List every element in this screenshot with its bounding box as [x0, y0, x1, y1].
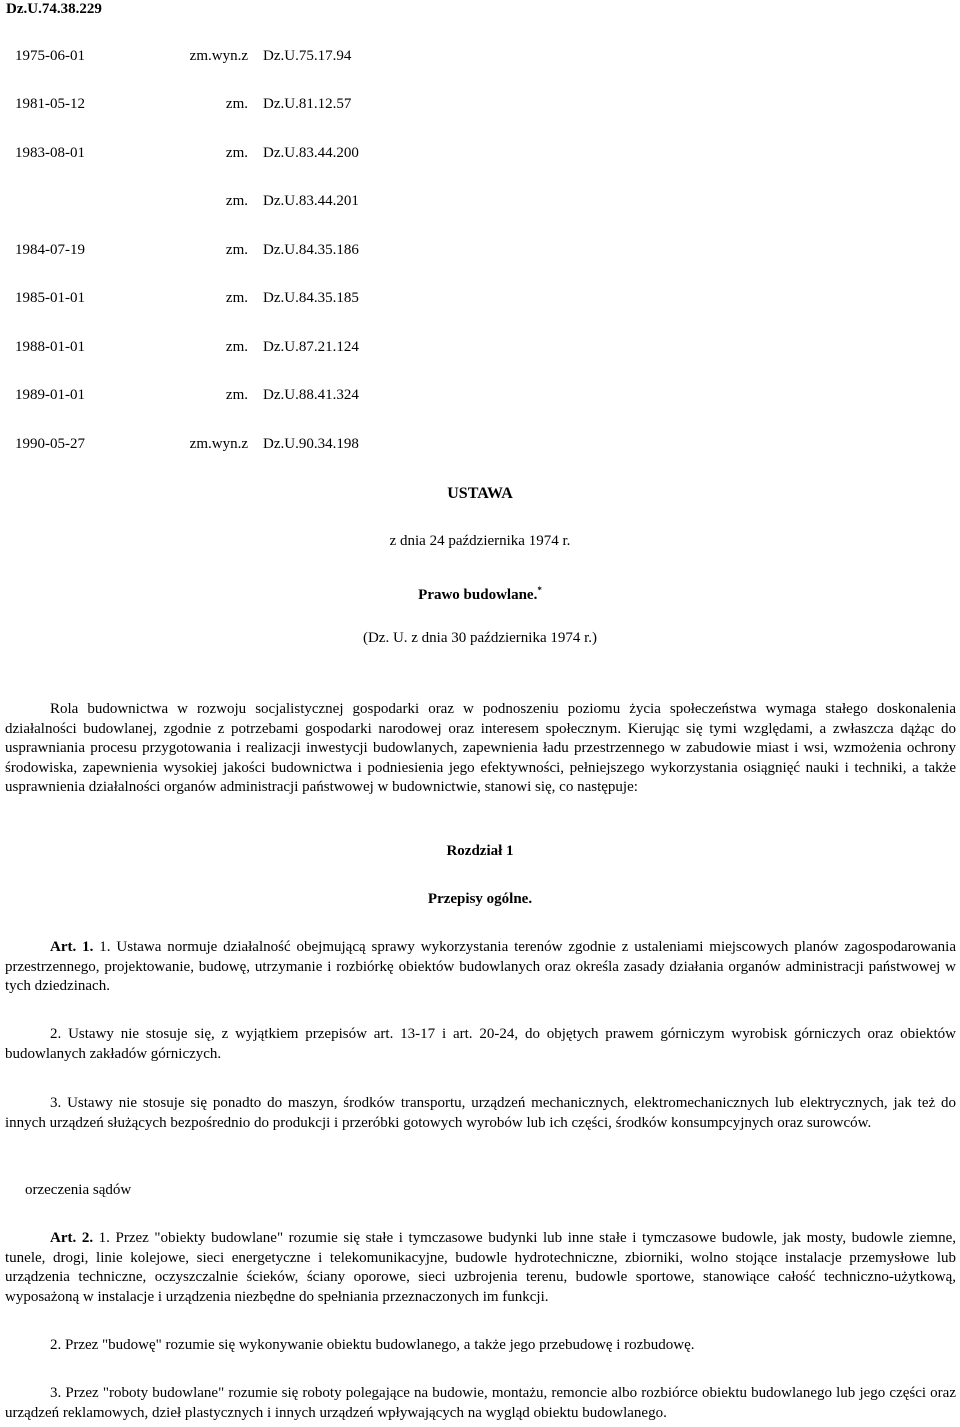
act-publication: (Dz. U. z dnia 30 października 1974 r.)	[362, 630, 598, 646]
chapter-title: Przepisy ogólne.	[427, 891, 533, 907]
history-type: zm.wyn.z	[189, 48, 248, 64]
history-type: zm.	[225, 145, 248, 161]
act-name	[0, 581, 960, 606]
court-rulings-note: orzeczenia sądów	[25, 1182, 132, 1198]
history-type: zm.	[225, 193, 248, 209]
footnote-mark: *	[537, 585, 542, 595]
act-heading: USTAWA	[447, 485, 513, 502]
history-type: zm.	[225, 242, 248, 258]
article-1-label: Art. 1.	[50, 939, 94, 955]
history-date: 1983-08-01	[15, 145, 85, 161]
history-ref: Dz.U.83.44.201	[263, 193, 359, 209]
history-type: zm.	[225, 96, 248, 112]
history-date: 1988-01-01	[15, 339, 85, 355]
act-date: z dnia 24 października 1974 r.	[389, 533, 571, 549]
history-type: zm.	[225, 387, 248, 403]
history-ref: Dz.U.84.35.185	[263, 290, 359, 306]
history-date: 1984-07-19	[15, 242, 85, 258]
article-1-paragraph-3: 3. Ustawy nie stosuje się ponadto do maszyn, środków transportu, urządzeń mechanicznych, elektromechanicznych lub elektrycznych, jak też do innych urządzeń służących bezpośrednio do produkcji i przeróbki gotowych wyrobów lub ich części, środków konsumpcyjnych oraz surowców.	[5, 1095, 956, 1131]
history-date: 1975-06-01	[15, 48, 85, 64]
chapter-number: Rozdział 1	[446, 843, 514, 859]
article-1-paragraph-1	[5, 938, 956, 997]
history-date: 1989-01-01	[15, 387, 85, 403]
history-ref: Dz.U.84.35.186	[263, 242, 359, 258]
history-ref: Dz.U.83.44.200	[263, 145, 359, 161]
document-id: Dz.U.74.38.229	[6, 1, 102, 17]
article-1-paragraph-2: 2. Ustawy nie stosuje się, z wyjątkiem przepisów art. 13-17 i art. 20-24, do objętych prawem górniczym wyrobisk górniczych oraz obiektów budowlanych zakładów górniczych.	[5, 1026, 956, 1062]
article-2-label: Art. 2.	[50, 1230, 94, 1246]
history-ref: Dz.U.88.41.324	[263, 387, 359, 403]
history-ref: Dz.U.87.21.124	[263, 339, 359, 355]
history-ref: Dz.U.81.12.57	[263, 96, 352, 112]
article-2-text: 1. Przez "obiekty budowlane" rozumie się stałe i tymczasowe budynki lub inne stałe i tymczasowe budowle, jak mosty, budowle ziemne, tunele, drogi, linie kolejowe, sieci energetyczne i telekomunikacyjne, budowle hydrotechniczne, zbiorniki, wolno stojące instalacje przemysłowe lub urządzenia techniczne, oczyszczalnie ścieków, ściany oporowe, sieci uzbrojenia terenu, budowle sportowe, stanowiące całość techniczno-użytkową, wyposażoną w instalacje i urządzenia niezbędne do spełniania przeznaczonych im funkcji.	[5, 1230, 956, 1305]
history-ref: Dz.U.75.17.94	[263, 48, 352, 64]
history-date: 1981-05-12	[15, 96, 85, 112]
preamble: Rola budownictwa w rozwoju socjalistycznej gospodarki oraz w podnoszeniu poziomu życia społeczeństwa wymaga stałego doskonalenia działalności budowlanej, zgodnie z potrzebami gospodarki narodowej oraz interesem społecznym. Kierując się tymi względami, a zwłaszcza dążąc do usprawniania procesu przygotowania i realizacji inwestycji budowlanych, zapewnienia ładu przestrzennego w zabudowie miast i wsi, wzmożenia ochrony środowiska, zapewnienia wysokiej jakości budownictwa i podniesienia jego efektywności, pełniejszego wykorzystania osiągnięć nauki i techniki, a także usprawnienia działalności organów administracji państwowej w budownictwie, stanowi się, co następuje:	[5, 701, 956, 795]
article-2-paragraph-3: 3. Przez "roboty budowlane" rozumie się roboty polegające na budowie, montażu, remoncie albo rozbiórce obiektu budowlanego lub jego części oraz urządzeń reklamowych, dzieł plastycznych i innych urządzeń wpływających na wygląd obiektu budowlanego.	[5, 1385, 956, 1421]
act-name-text: Prawo budowlane.	[418, 587, 538, 603]
history-ref: Dz.U.90.34.198	[263, 436, 359, 452]
history-date: 1990-05-27	[15, 436, 85, 452]
article-2-paragraph-2: 2. Przez "budowę" rozumie się wykonywanie obiektu budowlanego, a także jego przebudowę i rozbudowę.	[50, 1337, 695, 1353]
history-type: zm.wyn.z	[189, 436, 248, 452]
history-type: zm.	[225, 339, 248, 355]
article-1-text: 1. Ustawa normuje działalność obejmującą sprawy wykorzystania terenów zgodnie z ustaleniami miejscowych planów zagospodarowania przestrzennego, projektowanie, budowę, utrzymanie i rozbiórkę obiektów budowlanych oraz określa zasady działania organów administracji państwowej w tych dziedzinach.	[5, 939, 956, 994]
history-type: zm.	[225, 290, 248, 306]
history-date: 1985-01-01	[15, 290, 85, 306]
article-2-paragraph-1	[5, 1229, 956, 1307]
